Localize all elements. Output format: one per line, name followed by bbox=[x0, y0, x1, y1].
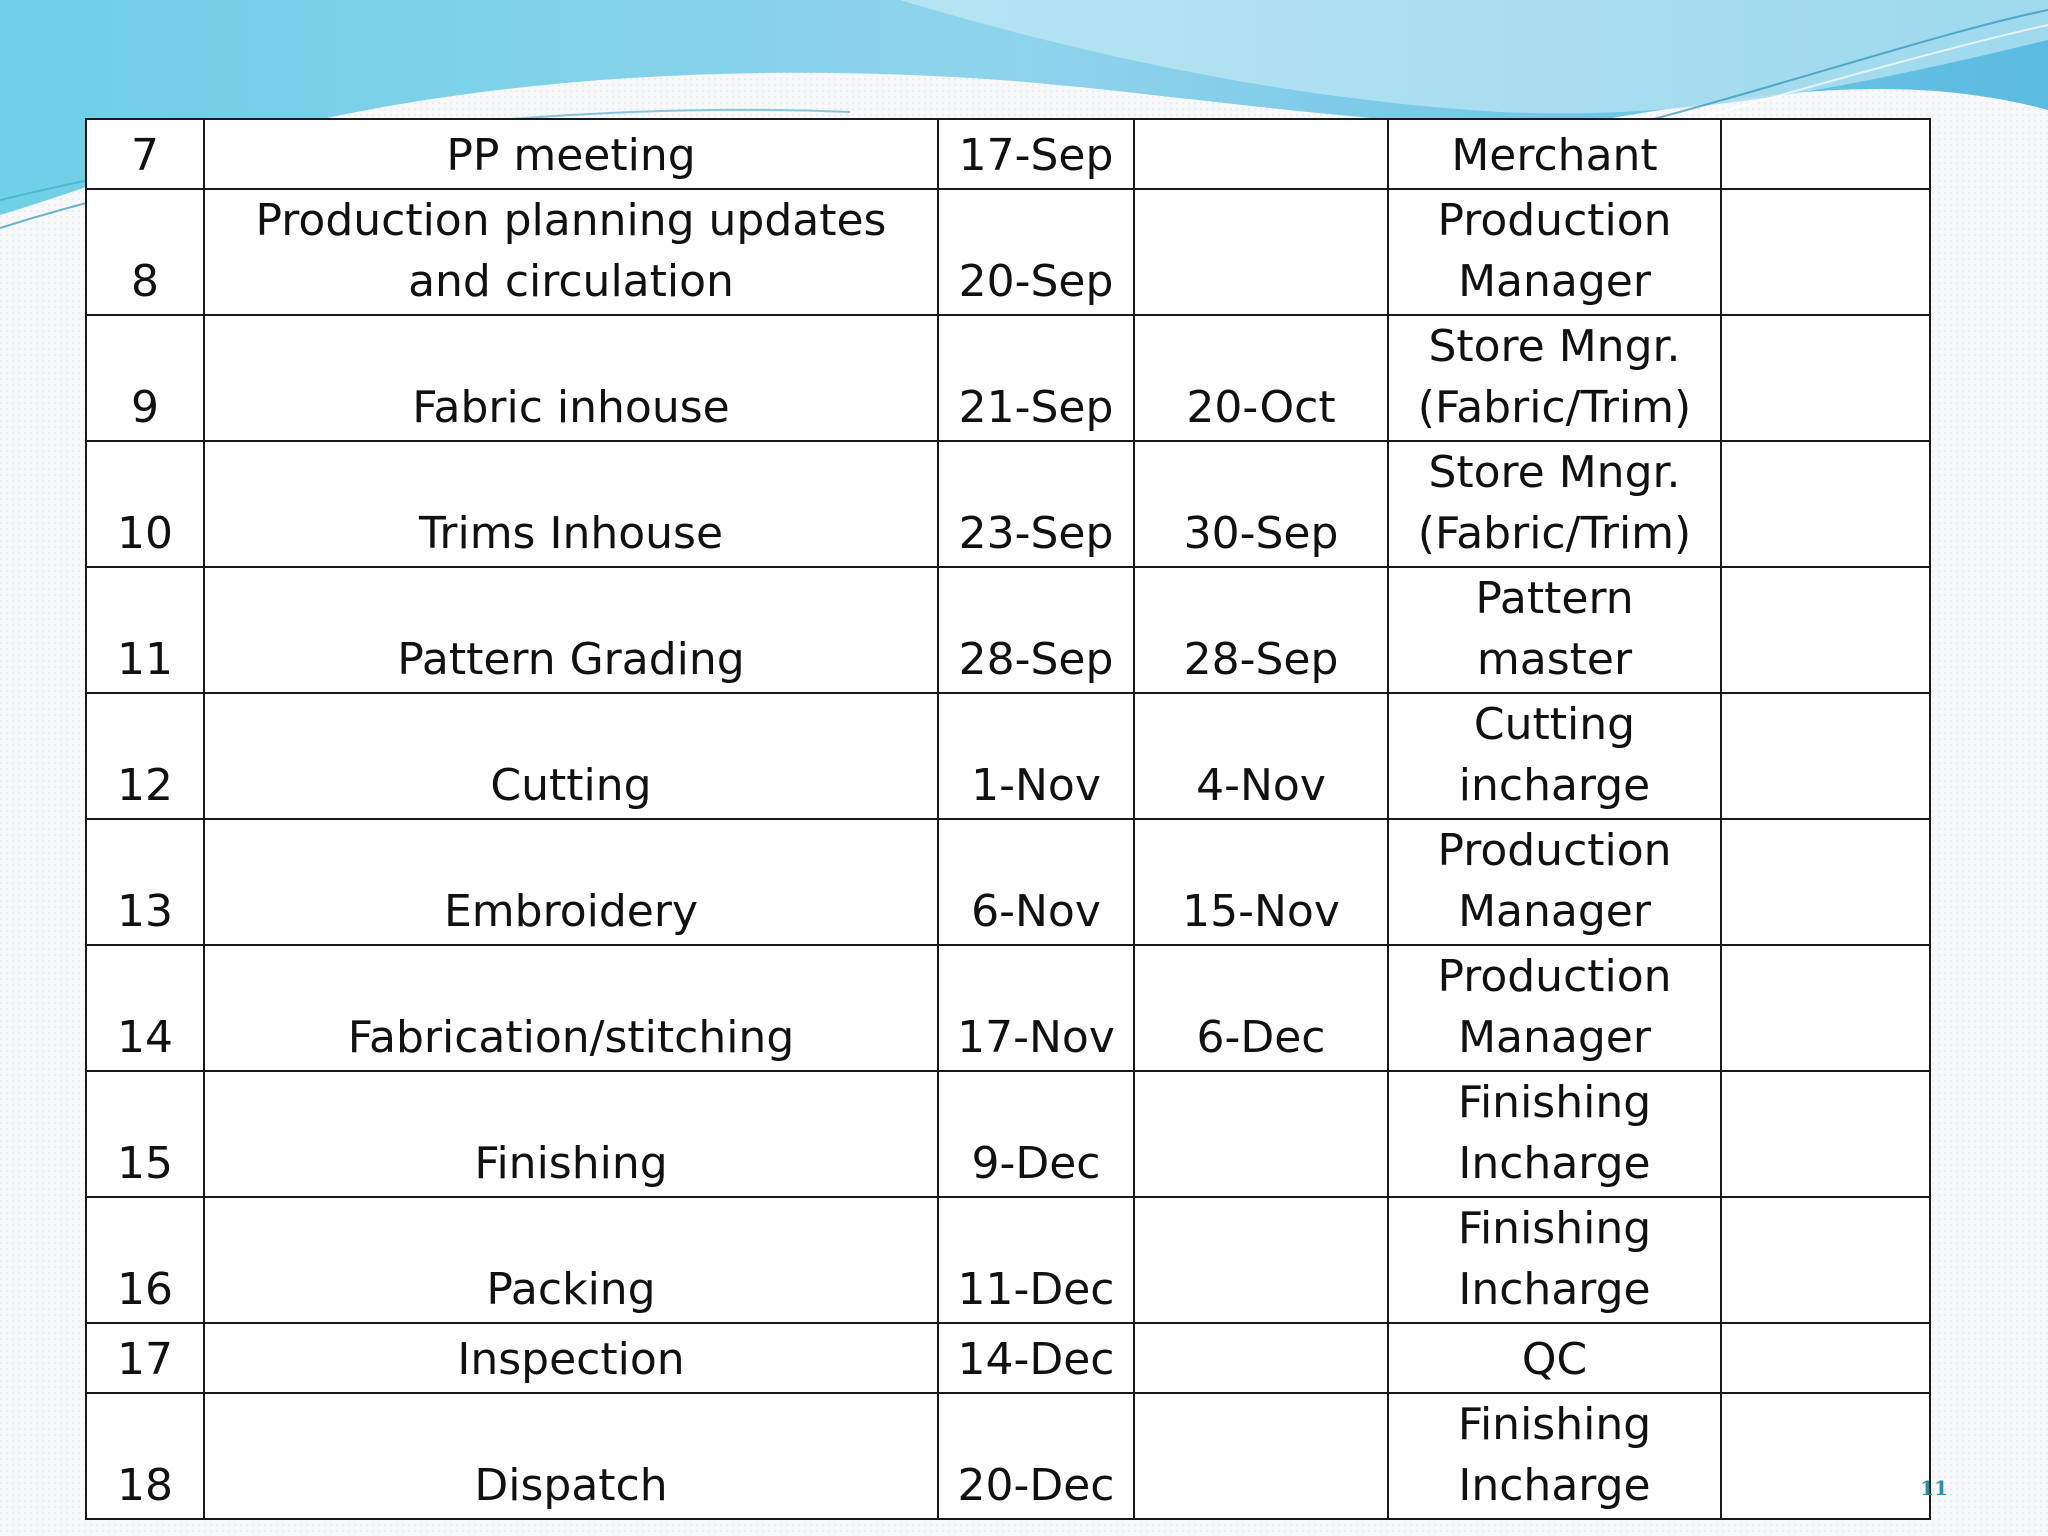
end-date-cell bbox=[1134, 1071, 1388, 1197]
start-date-cell: 28-Sep bbox=[938, 567, 1134, 693]
responsible-cell: Cutting incharge bbox=[1388, 693, 1721, 819]
activity-cell: Finishing bbox=[204, 1071, 938, 1197]
empty-cell bbox=[1721, 1323, 1930, 1393]
end-date-cell bbox=[1134, 189, 1388, 315]
table-row bbox=[86, 1393, 1930, 1519]
row-number: 13 bbox=[86, 819, 204, 945]
activity-cell: Pattern Grading bbox=[204, 567, 938, 693]
responsible-cell: Pattern master bbox=[1388, 567, 1721, 693]
end-date-cell: 28-Sep bbox=[1134, 567, 1388, 693]
activity-cell: Production planning updates and circulation bbox=[204, 189, 938, 315]
empty-cell bbox=[1721, 1071, 1930, 1197]
responsible-cell: Finishing Incharge bbox=[1388, 1393, 1721, 1519]
empty-cell bbox=[1721, 441, 1930, 567]
row-number: 10 bbox=[86, 441, 204, 567]
row-number: 12 bbox=[86, 693, 204, 819]
start-date-cell: 11-Dec bbox=[938, 1197, 1134, 1323]
activity-cell: Packing bbox=[204, 1197, 938, 1323]
start-date-cell: 6-Nov bbox=[938, 819, 1134, 945]
table-row bbox=[86, 693, 1930, 819]
start-date-cell: 1-Nov bbox=[938, 693, 1134, 819]
empty-cell bbox=[1721, 1393, 1930, 1519]
end-date-cell bbox=[1134, 1393, 1388, 1519]
table-row bbox=[86, 189, 1930, 315]
row-number: 14 bbox=[86, 945, 204, 1071]
start-date-cell: 14-Dec bbox=[938, 1323, 1134, 1393]
end-date-cell: 30-Sep bbox=[1134, 441, 1388, 567]
activity-cell: Fabrication/stitching bbox=[204, 945, 938, 1071]
empty-cell bbox=[1721, 1197, 1930, 1323]
page-number: 11 bbox=[1920, 1476, 1948, 1500]
empty-cell bbox=[1721, 693, 1930, 819]
table-row bbox=[86, 119, 1930, 189]
row-number: 11 bbox=[86, 567, 204, 693]
start-date-cell: 23-Sep bbox=[938, 441, 1134, 567]
start-date-cell: 21-Sep bbox=[938, 315, 1134, 441]
responsible-cell: Merchant bbox=[1388, 119, 1721, 189]
responsible-cell: Production Manager bbox=[1388, 189, 1721, 315]
responsible-cell: QC bbox=[1388, 1323, 1721, 1393]
responsible-cell: Store Mngr. (Fabric/Trim) bbox=[1388, 441, 1721, 567]
empty-cell bbox=[1721, 315, 1930, 441]
row-number: 15 bbox=[86, 1071, 204, 1197]
start-date-cell: 17-Nov bbox=[938, 945, 1134, 1071]
responsible-cell: Production Manager bbox=[1388, 819, 1721, 945]
activity-cell: Cutting bbox=[204, 693, 938, 819]
end-date-cell bbox=[1134, 1197, 1388, 1323]
activity-cell: Dispatch bbox=[204, 1393, 938, 1519]
responsible-cell: Finishing Incharge bbox=[1388, 1197, 1721, 1323]
table-row bbox=[86, 819, 1930, 945]
activity-cell: Fabric inhouse bbox=[204, 315, 938, 441]
activity-cell: Trims Inhouse bbox=[204, 441, 938, 567]
empty-cell bbox=[1721, 819, 1930, 945]
empty-cell bbox=[1721, 945, 1930, 1071]
row-number: 7 bbox=[86, 119, 204, 189]
start-date-cell: 20-Sep bbox=[938, 189, 1134, 315]
activity-cell: Embroidery bbox=[204, 819, 938, 945]
table-row bbox=[86, 1071, 1930, 1197]
production-schedule-table bbox=[85, 118, 1931, 1520]
table-row bbox=[86, 945, 1930, 1071]
row-number: 18 bbox=[86, 1393, 204, 1519]
start-date-cell: 9-Dec bbox=[938, 1071, 1134, 1197]
responsible-cell: Finishing Incharge bbox=[1388, 1071, 1721, 1197]
activity-cell: Inspection bbox=[204, 1323, 938, 1393]
responsible-cell: Store Mngr. (Fabric/Trim) bbox=[1388, 315, 1721, 441]
start-date-cell: 20-Dec bbox=[938, 1393, 1134, 1519]
row-number: 17 bbox=[86, 1323, 204, 1393]
start-date-cell: 17-Sep bbox=[938, 119, 1134, 189]
activity-cell: PP meeting bbox=[204, 119, 938, 189]
end-date-cell: 15-Nov bbox=[1134, 819, 1388, 945]
empty-cell bbox=[1721, 567, 1930, 693]
empty-cell bbox=[1721, 189, 1930, 315]
row-number: 8 bbox=[86, 189, 204, 315]
table-row bbox=[86, 315, 1930, 441]
end-date-cell: 4-Nov bbox=[1134, 693, 1388, 819]
end-date-cell: 6-Dec bbox=[1134, 945, 1388, 1071]
table-row bbox=[86, 567, 1930, 693]
responsible-cell: Production Manager bbox=[1388, 945, 1721, 1071]
end-date-cell bbox=[1134, 119, 1388, 189]
empty-cell bbox=[1721, 119, 1930, 189]
end-date-cell: 20-Oct bbox=[1134, 315, 1388, 441]
table-row bbox=[86, 441, 1930, 567]
table-row bbox=[86, 1197, 1930, 1323]
row-number: 16 bbox=[86, 1197, 204, 1323]
end-date-cell bbox=[1134, 1323, 1388, 1393]
table-row bbox=[86, 1323, 1930, 1393]
row-number: 9 bbox=[86, 315, 204, 441]
